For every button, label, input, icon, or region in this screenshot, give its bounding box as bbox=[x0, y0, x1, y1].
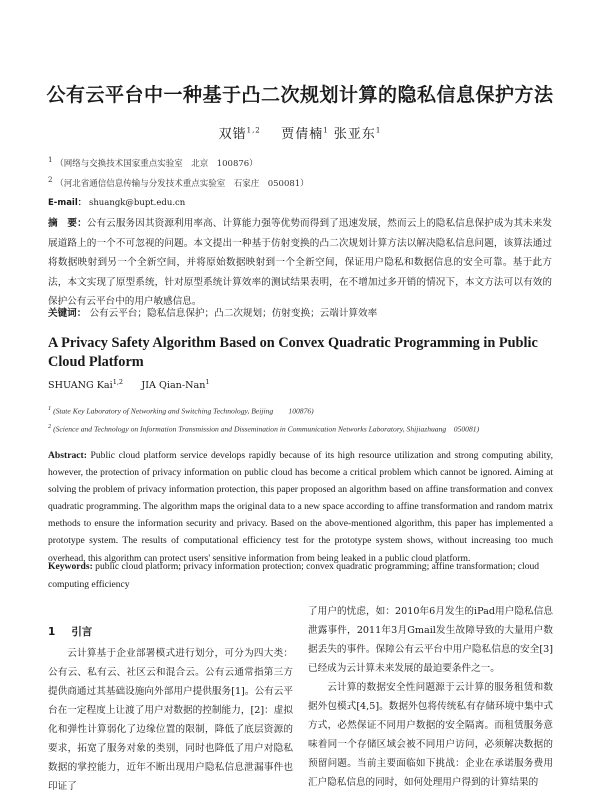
abstract-text: 公有云服务因其资源利用率高、计算能力强等优势而得到了迅速发展，然而云上的隐私信息保护成为其未来发展道路上的一个不可忽视的问题。本文提出一种基于仿射变换的凸二次规划计算方法以解决隐私信息问题，该算法通过将数据映射到另一个全新空间，并将原始数据映射到一个全新空间，保证用户隐私和数据信息的安全可靠。基于此方法，本文实现了原型系统，针对原型系统计算效率的测试结果表明，在不增加过多开销的情况下，本文方法可以有效的保护公有云平台中的用户敏感信息。 bbox=[48, 218, 553, 307]
affiliation-en bbox=[48, 423, 479, 435]
abstract-en bbox=[48, 447, 553, 567]
body-paragraph: 了用户的忧虑，如：2010年6月发生的iPad用户隐私信息泄露事件，2011年3月Gmail发生故障导致的大量用户数据丢失的事件。保障公有云平台中用户隐私信息的安全[3]已经成为云计算未来发展的最迫要条件之一。 bbox=[308, 606, 553, 674]
body-paragraph: 云计算基于企业部署模式进行划分，可分为四大类：公有云、私有云、社区云和混合云。公有云通常指第三方提供商通过其基础设施向外部用户提供服务[1]。公有云平台在一定程度上让渡了用户对数据的控制能力，[2]：虚拟化和弹性计算弱化了边缘位置的限制，降低了底层资源的要求，拓宽了服务对象的类别，同时也降低了用户对隐私数据的掌控能力，近年不断出现用户隐私信息泄漏事件也印证了 bbox=[48, 648, 293, 792]
author-sup: 1 bbox=[323, 126, 329, 135]
body-paragraph: 云计算的数据安全性问题源于云计算的服务租赁和数据外包模式[4,5]。数据外包将传统私有存储环境中集中式方式，必然保证不同用户数据的安全隔离。而租赁服务意味着同一个存储区域会被不同用户访问，必须解决数据的预留问题。当前主要面临如下挑战：企业在承诺服务费用汇户隐私信息的同时，如何处理用户得到的计算结果的 bbox=[308, 682, 553, 788]
section-title: 引言 bbox=[71, 626, 93, 638]
body-column-right bbox=[308, 602, 553, 792]
affiliation-sup: 2 bbox=[48, 175, 53, 184]
affiliation-text: （河北省通信信息传输与分发技术重点实验室 石家庄 050081） bbox=[55, 178, 309, 189]
affiliation-sup: 1 bbox=[48, 405, 52, 412]
authors-cn bbox=[0, 123, 600, 142]
section-number: 1 bbox=[48, 626, 56, 638]
affiliation-text: (State Key Laboratory of Networking and Switching Technology, Beijing 100876) bbox=[53, 406, 314, 416]
author-name: 贾倩楠 bbox=[281, 127, 324, 142]
authors-en bbox=[48, 378, 210, 391]
affiliation-cn bbox=[48, 155, 258, 169]
abstract-label: Abstract: bbox=[48, 450, 87, 461]
keywords-cn bbox=[48, 305, 552, 319]
abstract-text: Public cloud platform service develops rapidly because of its high resource utilization and strong computing ability, however, the protection of privacy information on public cloud has become a critical problem which cannot be ignored. Aiming at solving the problem of privacy information protection, this paper proposed an algorithm based on affine transformation and convex quadratic programming. The algorithm maps the original data to a new space according to affine transformation and random matrix methods to ensure the information security and privacy. Based on the above-mentioned algorithm, this paper has implemented a prototype system. The results of computational efficiency test for the prototype system shows, without increasing too much overhead, this algorithm can protect users' sensitive information from being leaked in a public cloud platform. bbox=[48, 450, 553, 564]
affiliation-sup: 2 bbox=[48, 423, 52, 430]
author-name: JIA Qian-Nan bbox=[141, 380, 206, 392]
keywords-label: 关键词： bbox=[48, 308, 87, 319]
author-name: 张亚东 bbox=[333, 127, 376, 142]
abstract-cn bbox=[48, 214, 552, 312]
email-value: shuangk@bupt.edu.cn bbox=[88, 198, 186, 208]
keywords-en bbox=[48, 558, 553, 593]
author-sup: 1 bbox=[205, 378, 210, 386]
section-heading bbox=[48, 624, 108, 639]
affiliation-text: (Science and Technology on Information Transmission and Dissemination in Communication Networks Laboratory, Shijiazhuang 050081) bbox=[53, 424, 480, 434]
affiliation-cn bbox=[48, 175, 309, 189]
affiliation-en bbox=[48, 405, 314, 417]
keywords-text: public cloud platform; privacy information protection; convex quadratic programming; affine transformation; cloud computing efficiency bbox=[48, 561, 540, 590]
title-en: A Privacy Safety Algorithm Based on Convex Quadratic Programming in Public Cloud Platform bbox=[48, 335, 538, 370]
keywords-label: Keywords: bbox=[48, 561, 93, 572]
author-name: SHUANG Kai bbox=[48, 380, 113, 392]
author-sup: 1,2 bbox=[112, 378, 124, 386]
author-sup: 1 bbox=[375, 126, 382, 135]
email-label: E-mail： bbox=[48, 198, 87, 208]
abstract-label: 摘 要： bbox=[48, 218, 87, 229]
author-name: 双锴 bbox=[218, 127, 247, 142]
affiliation-sup: 1 bbox=[48, 155, 53, 164]
affiliation-text: （网络与交换技术国家重点实验室 北京 100876） bbox=[55, 158, 258, 169]
email-cn bbox=[48, 196, 185, 208]
keywords-text: 公有云平台；隐私信息保护；凸二次规划；仿射变换；云端计算效率 bbox=[89, 308, 378, 319]
title-cn: 公有云平台中一种基于凸二次规划计算的隐私信息保护方法 bbox=[46, 84, 554, 106]
author-sup: 1,2 bbox=[246, 126, 261, 135]
